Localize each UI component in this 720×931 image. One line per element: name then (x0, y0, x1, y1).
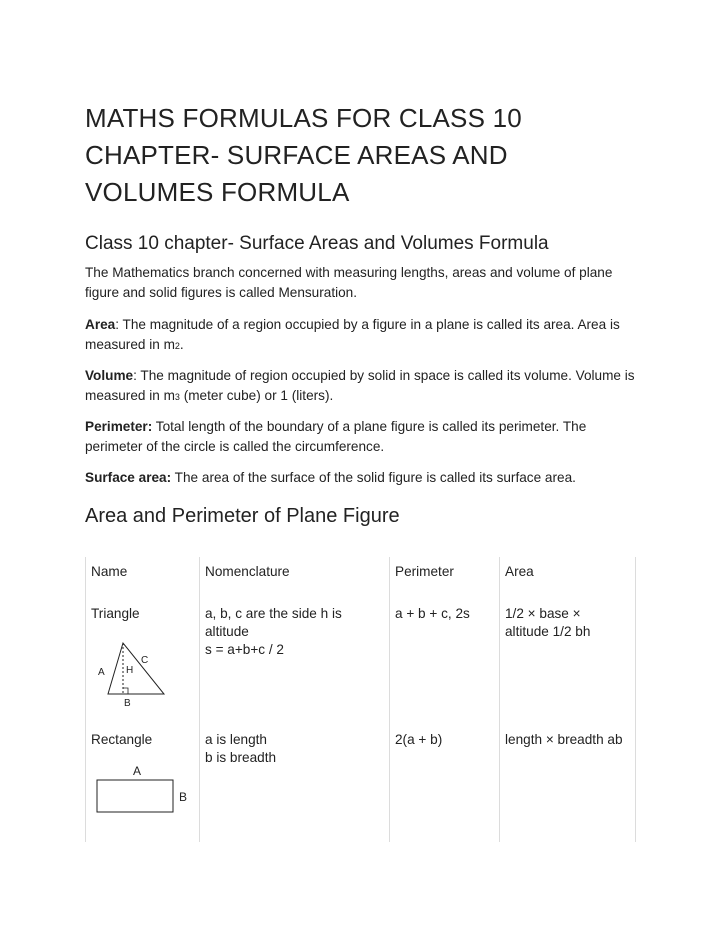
area-text: : The magnitude of a region occupied by a figure in a plane is called its area. Area is measured in m (85, 317, 620, 352)
title-line-1: MATHS FORMULAS FOR CLASS 10 (85, 103, 522, 133)
table-row-triangle-nomenclature (205, 605, 342, 659)
title-line-2: CHAPTER- SURFACE AREAS AND (85, 140, 508, 170)
volume-term: Volume (85, 368, 134, 383)
table-row-triangle-area (505, 605, 590, 641)
section-title: Area and Perimeter of Plane Figure (85, 505, 400, 527)
perimeter-definition (85, 417, 640, 456)
nomenclature-line: a is length (205, 732, 267, 747)
volume-unit-power: 3 (174, 391, 180, 402)
triangle-label-c: C (141, 655, 149, 666)
area-line: altitude 1/2 bh (505, 624, 591, 639)
triangle-label-h: H (126, 665, 134, 676)
column-header-name: Name (91, 564, 128, 579)
area-term: Area (85, 317, 116, 332)
intro-paragraph: The Mathematics branch concerned with measuring lengths, areas and volume of plane figure and solid figures is called Mensuration. (85, 265, 613, 300)
rectangle-label-b: B (179, 790, 188, 804)
table-border (499, 557, 500, 842)
triangle-shape (108, 643, 164, 694)
title-line-3: VOLUMES FORMULA (85, 177, 350, 207)
rectangle-shape (97, 780, 173, 812)
table-border (199, 557, 200, 842)
table-row-rectangle-perimeter: 2(a + b) (395, 732, 443, 747)
column-header-perimeter: Perimeter (395, 564, 454, 579)
area-unit-power: 2 (174, 340, 180, 351)
table-row-rectangle-name: Rectangle (91, 732, 153, 747)
surface-area-term: Surface area: (85, 470, 172, 485)
column-header-nomenclature: Nomenclature (205, 564, 290, 579)
table-row-rectangle-nomenclature (205, 731, 276, 767)
nomenclature-line: s = a+b+c / 2 (205, 642, 284, 657)
volume-definition (85, 366, 640, 407)
area-line: 1/2 × base × (505, 606, 581, 621)
surface-area-definition (85, 468, 640, 488)
nomenclature-line: altitude (205, 624, 249, 639)
table-row-rectangle-area: length × breadth ab (505, 732, 623, 747)
triangle-label-b: B (124, 698, 131, 709)
rectangle-figure (95, 762, 195, 814)
table-row-triangle-name: Triangle (91, 606, 140, 621)
right-angle-mark (123, 688, 128, 694)
area-text-end: . (179, 336, 184, 352)
table-border (389, 557, 390, 842)
table-row-triangle-perimeter: a + b + c, 2s (395, 606, 470, 621)
page-subtitle: Class 10 chapter- Surface Areas and Volumes Formula (85, 233, 549, 254)
surface-area-text: The area of the surface of the solid figure is called its surface area. (171, 470, 576, 485)
plane-figure-table (85, 557, 636, 842)
volume-text: : The magnitude of region occupied by solid in space is called its volume. Volume is measured in m (85, 368, 635, 403)
rectangle-label-a: A (133, 764, 142, 778)
volume-text-end: (meter cube) or 1 (liters). (179, 387, 334, 403)
nomenclature-line: b is breadth (205, 750, 277, 765)
nomenclature-line: a, b, c are the side h is (205, 606, 342, 621)
triangle-figure (95, 639, 185, 711)
table-border (635, 557, 636, 842)
area-definition (85, 315, 640, 356)
perimeter-term: Perimeter: (85, 419, 153, 434)
page-title (85, 100, 645, 211)
column-header-area: Area (505, 564, 534, 579)
triangle-label-a: A (98, 667, 105, 678)
perimeter-text: Total length of the boundary of a plane figure is called its perimeter. The perimeter of the circle is called the circumference. (85, 419, 587, 454)
table-border (85, 557, 86, 842)
